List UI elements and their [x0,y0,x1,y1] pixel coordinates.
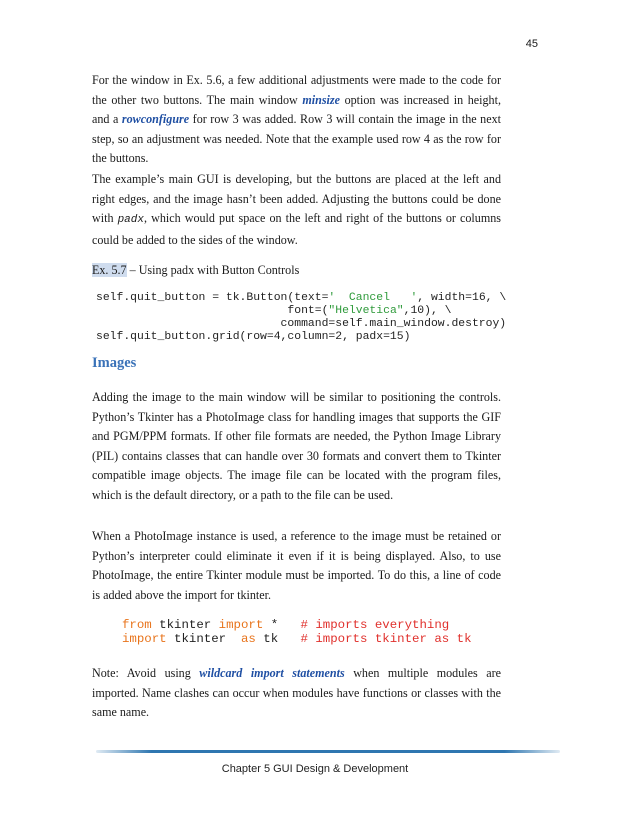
code-block-imports [122,618,472,646]
code-text: * [263,618,301,632]
code-keyword: from [122,618,152,632]
page-number: 45 [525,38,538,50]
section-heading-images: Images [92,355,137,371]
code-text: tk [255,632,301,646]
keyword-minsize: minsize [302,92,340,107]
text-run: For the window in Ex. 5.6, a few additional adjustments were made to the code for the other two buttons. The main window [92,73,501,107]
code-string: "Helvetica" [328,305,404,317]
code-text: tkinter [151,618,219,632]
text-run: option was increased in height, and a [92,92,501,127]
keyword-padx: padx [117,214,144,227]
paragraph-photoimage: When a PhotoImage instance is used, a reference to the image must be retained or Python’s interpreter could eliminate it even if it is being displayed. Also, to use PhotoImage, the entire Tkinter module must be imported. To do this, a line of code is added above the import for tkinter. [92,529,501,602]
example-number: Ex. 5.7 [92,263,127,277]
example-title: – Using padx with Button Controls [126,263,300,277]
code-keyword: import [218,618,264,632]
paragraph-wildcard-note [92,664,501,723]
text-run: when multiple modules are imported. Name clashes can occur when modules have functions or classes with the same name. [92,666,501,720]
code-text: self.quit_button = tk.Button(text= [96,292,329,304]
code-keyword: import [122,632,167,646]
code-line [122,632,472,646]
code-text: tkinter [166,632,241,646]
code-line [96,292,506,305]
code-string: ' Cancel ' [328,292,418,304]
code-comment: # imports everything [300,618,450,632]
paragraph-gui-developing [92,170,501,250]
text-run: for row 3 was added. Row 3 will contain the image in the next step, so an adjustment was needed. Note that the example used row 4 as the row for the buttons. [92,112,501,166]
keyword-rowconfigure: rowconfigure [121,112,190,127]
code-line [96,305,506,318]
code-line: self.quit_button.grid(row=4,column=2, padx=15) [96,331,411,343]
text-run: Note: Avoid using [92,666,200,680]
text-run: , which would put space on the left and right of the buttons or columns could be added to the sides of the window. [92,211,501,247]
code-text: , width=16, \ [417,292,507,304]
paragraph-images-intro: Adding the image to the main window will be similar to positioning the controls. Python’s Tkinter has a PhotoImage class for handling images that supports the GIF and PGM/PPM formats. If other file formats are needed, the Python Image Library (PIL) contains classes that can handle over 30 formats and convert them to Tkinter compatible image objects. The image file can be located with the program files, which is the default directory, or a path to the file can be used. [92,390,501,502]
keyword-wildcard-import: wildcard import statements [199,666,345,680]
footer-chapter-title: Chapter 5 GUI Design & Development [221,763,409,775]
code-text: ,10), \ [403,305,452,317]
code-line: command=self.main_window.destroy) [96,318,507,330]
text-run: The example’s main GUI is developing, but the buttons are placed at the left and right edges, and the image hasn’t been added. Adjusting the buttons could be done with [92,172,501,226]
code-line [122,618,472,632]
footer-rule [96,750,560,753]
code-comment: # imports tkinter as tk [300,632,472,646]
code-keyword: as [240,632,256,646]
paragraph-window-adjustments [92,71,501,169]
code-text: font=( [96,305,329,317]
example-label [92,261,299,279]
code-block-padx [96,292,506,344]
